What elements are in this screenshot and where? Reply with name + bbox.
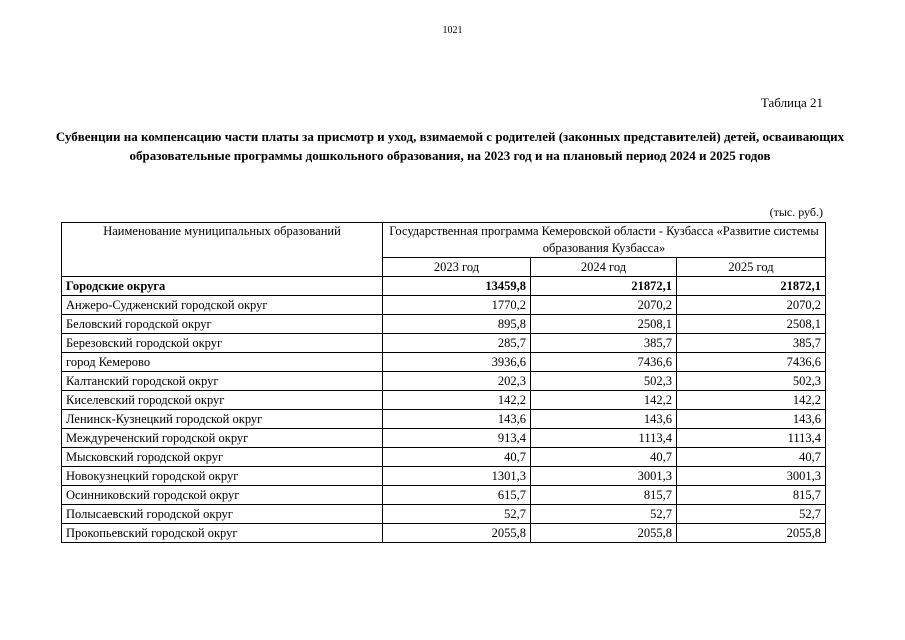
subsidies-table	[61, 222, 826, 543]
value-2025-cell: 21872,1	[677, 277, 826, 296]
municipality-name-cell: Ленинск-Кузнецкий городской округ	[62, 410, 383, 429]
value-2023-cell: 13459,8	[383, 277, 531, 296]
value-2023-cell: 2055,8	[383, 524, 531, 543]
value-2024-cell: 2055,8	[531, 524, 677, 543]
table-row	[62, 277, 826, 296]
value-2023-cell: 3936,6	[383, 353, 531, 372]
municipality-name-cell: Киселевский городской округ	[62, 391, 383, 410]
value-2024-cell: 1113,4	[531, 429, 677, 448]
table-row	[62, 467, 826, 486]
value-2024-cell: 2508,1	[531, 315, 677, 334]
value-2023-cell: 143,6	[383, 410, 531, 429]
municipality-name-cell: Осинниковский городской округ	[62, 486, 383, 505]
value-2025-cell: 143,6	[677, 410, 826, 429]
table-row	[62, 429, 826, 448]
header-program: Государственная программа Кемеровской области - Кузбасса «Развитие системы образования Кузбасса»	[383, 223, 826, 258]
municipality-name-cell: Беловский городской округ	[62, 315, 383, 334]
table-label: Таблица 21	[760, 95, 823, 110]
value-2023-cell: 895,8	[383, 315, 531, 334]
value-2025-cell: 385,7	[677, 334, 826, 353]
table-row	[62, 296, 826, 315]
value-2025-cell: 2070,2	[677, 296, 826, 315]
municipality-name-cell: Полысаевский городской округ	[62, 505, 383, 524]
value-2023-cell: 202,3	[383, 372, 531, 391]
value-2023-cell: 913,4	[383, 429, 531, 448]
value-2025-cell: 2055,8	[677, 524, 826, 543]
value-2023-cell: 40,7	[383, 448, 531, 467]
value-2023-cell: 615,7	[383, 486, 531, 505]
value-2025-cell: 52,7	[677, 505, 826, 524]
table-row	[62, 505, 826, 524]
municipality-name-cell: Анжеро-Судженский городской округ	[62, 296, 383, 315]
value-2023-cell: 1301,3	[383, 467, 531, 486]
value-2024-cell: 52,7	[531, 505, 677, 524]
table-row	[62, 315, 826, 334]
value-2024-cell: 502,3	[531, 372, 677, 391]
table-row	[62, 391, 826, 410]
units-label: (тыс. руб.)	[769, 205, 823, 219]
municipality-name-cell: Новокузнецкий городской округ	[62, 467, 383, 486]
table-row	[62, 448, 826, 467]
header-year-2023: 2023 год	[383, 258, 531, 277]
municipality-name-cell: Городские округа	[62, 277, 383, 296]
value-2024-cell: 21872,1	[531, 277, 677, 296]
municipality-name-cell: Березовский городской округ	[62, 334, 383, 353]
value-2024-cell: 7436,6	[531, 353, 677, 372]
value-2025-cell: 3001,3	[677, 467, 826, 486]
value-2025-cell: 1113,4	[677, 429, 826, 448]
header-year-2025: 2025 год	[677, 258, 826, 277]
value-2025-cell: 502,3	[677, 372, 826, 391]
table-row	[62, 334, 826, 353]
municipality-name-cell: Мысковский городской округ	[62, 448, 383, 467]
value-2024-cell: 143,6	[531, 410, 677, 429]
table-row	[62, 524, 826, 543]
value-2023-cell: 1770,2	[383, 296, 531, 315]
value-2023-cell: 52,7	[383, 505, 531, 524]
table-row	[62, 410, 826, 429]
value-2025-cell: 815,7	[677, 486, 826, 505]
value-2025-cell: 2508,1	[677, 315, 826, 334]
value-2024-cell: 385,7	[531, 334, 677, 353]
table-body	[62, 277, 826, 543]
value-2024-cell: 815,7	[531, 486, 677, 505]
value-2025-cell: 40,7	[677, 448, 826, 467]
header-municipality: Наименование муниципальных образований	[62, 223, 383, 277]
value-2025-cell: 7436,6	[677, 353, 826, 372]
table-row	[62, 372, 826, 391]
value-2025-cell: 142,2	[677, 391, 826, 410]
table-row	[62, 353, 826, 372]
municipality-name-cell: Междуреченский городской округ	[62, 429, 383, 448]
value-2024-cell: 3001,3	[531, 467, 677, 486]
value-2024-cell: 40,7	[531, 448, 677, 467]
page-number: 1021	[442, 25, 463, 36]
value-2023-cell: 142,2	[383, 391, 531, 410]
value-2024-cell: 2070,2	[531, 296, 677, 315]
header-year-2024: 2024 год	[531, 258, 677, 277]
municipality-name-cell: город Кемерово	[62, 353, 383, 372]
value-2024-cell: 142,2	[531, 391, 677, 410]
municipality-name-cell: Прокопьевский городской округ	[62, 524, 383, 543]
value-2023-cell: 285,7	[383, 334, 531, 353]
table-row	[62, 486, 826, 505]
document-title: Субвенции на компенсацию части платы за присмотр и уход, взимаемой с родителей (законных представителей) детей, осваивающих образовательные программы дошкольного образования, на 2023 год и на плановый период 2024 и 2025 годов	[55, 129, 845, 163]
municipality-name-cell: Калтанский городской округ	[62, 372, 383, 391]
